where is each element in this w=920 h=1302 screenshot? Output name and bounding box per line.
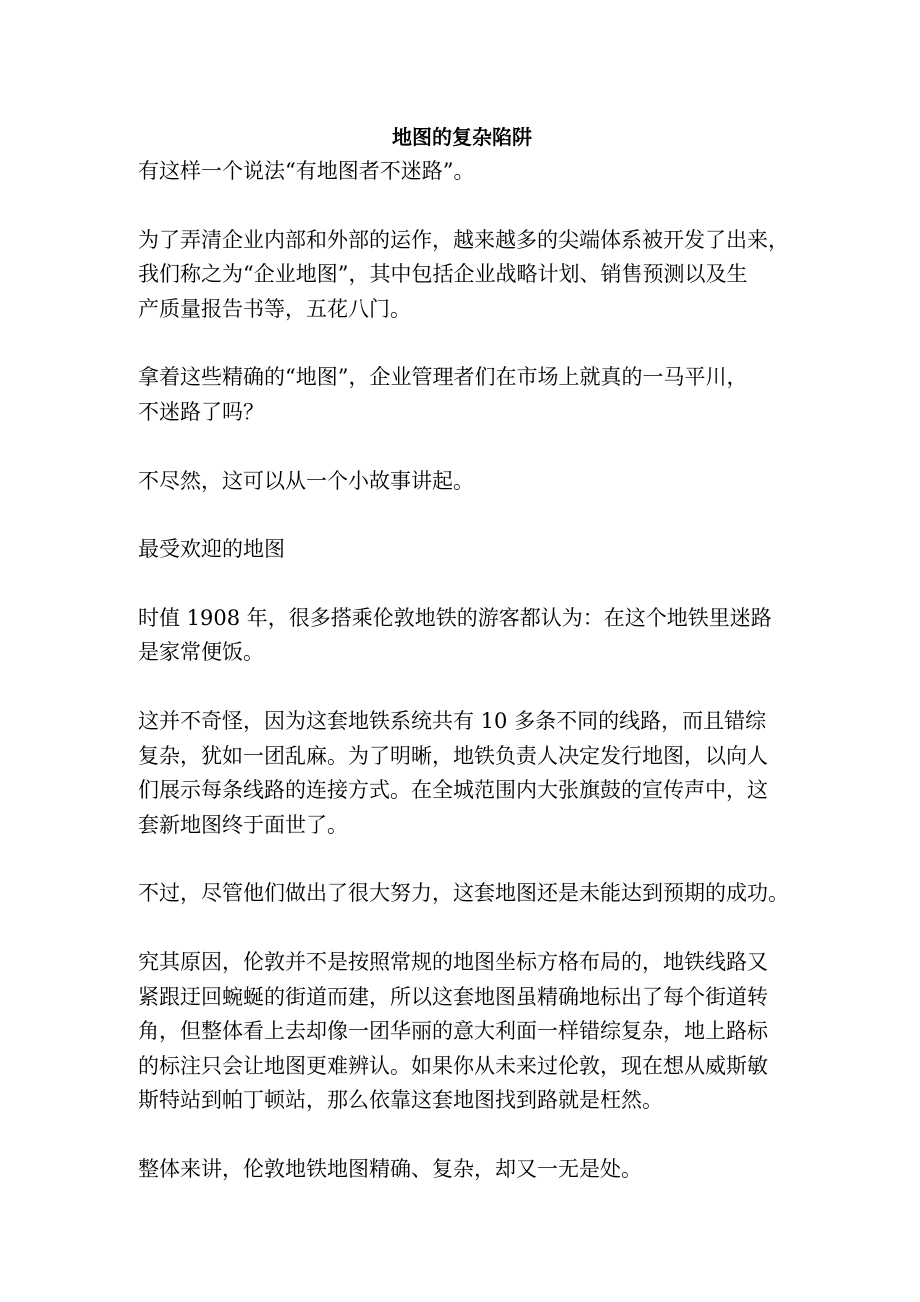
paragraph-2 (138, 223, 789, 327)
paragraph-line: 整体来讲，伦敦地铁地图精确、复杂，却又一无是处。 (138, 1156, 642, 1181)
paragraph-10 (138, 1152, 786, 1187)
paragraph-line: 的标注只会让地图更难辨认。如果你从未来过伦敦，现在想从威斯敏 (138, 1053, 768, 1078)
paragraph-line: 斯特站到帕丁顿站，那么依靠这套地图找到路就是枉然。 (138, 1088, 663, 1113)
paragraph-7 (138, 704, 786, 842)
paragraph-line: 不迷路了吗？ (138, 399, 264, 424)
paragraph-line: 这并不奇怪，因为这套地铁系统共有 10 多条不同的线路，而且错综 (138, 708, 767, 733)
paragraph-9 (138, 945, 786, 1118)
paragraph-3 (138, 360, 786, 429)
paragraph-line: 角，但整体看上去却像一团华丽的意大利面一样错综复杂，地上路标 (138, 1019, 768, 1044)
paragraph-6 (138, 601, 786, 670)
document-page (138, 120, 789, 1186)
paragraph-line: 复杂，犹如一团乱麻。为了明晰，地铁负责人决定发行地图，以向人 (138, 743, 768, 768)
paragraph-8 (138, 876, 789, 911)
paragraph-4 (138, 464, 786, 499)
paragraph-line: 产质量报告书等，五花八门。 (138, 296, 411, 321)
paragraph-line: 不尽然，这可以从一个小故事讲起。 (138, 468, 474, 493)
document-title: 地图的复杂陷阱 (392, 125, 532, 149)
paragraph-1 (138, 154, 786, 189)
paragraph-line: 有这样一个说法“有地图者不迷路”。 (138, 159, 475, 183)
paragraph-line: 我们称之为“企业地图”，其中包括企业战略计划、销售预测以及生 (138, 262, 748, 287)
paragraph-line: 为了弄清企业内部和外部的运作，越来越多的尖端体系被开发了出来， (138, 227, 789, 252)
paragraph-line: 时值 1908 年，很多搭乘伦敦地铁的游客都认为：在这个地铁里迷路 (138, 605, 772, 630)
paragraph-line: 们展示每条线路的连接方式。在全城范围内大张旗鼓的宣传声中，这 (138, 778, 768, 803)
paragraph-line: 究其原因，伦敦并不是按照常规的地图坐标方格布局的，地铁线路又 (138, 949, 768, 974)
paragraph-line: 是家常便饭。 (138, 640, 264, 665)
paragraph-line: 拿着这些精确的“地图”，企业管理者们在市场上就真的一马平川， (138, 365, 748, 390)
paragraph-line: 不过，尽管他们做出了很大努力，这套地图还是未能达到预期的成功。 (138, 881, 789, 906)
paragraph-line: 紧跟迂回蜿蜒的街道而建，所以这套地图虽精确地标出了每个街道转 (138, 984, 768, 1009)
paragraph-line: 套新地图终于面世了。 (138, 812, 348, 837)
paragraph-line: 最受欢迎的地图 (138, 537, 285, 562)
section-heading (138, 532, 786, 567)
